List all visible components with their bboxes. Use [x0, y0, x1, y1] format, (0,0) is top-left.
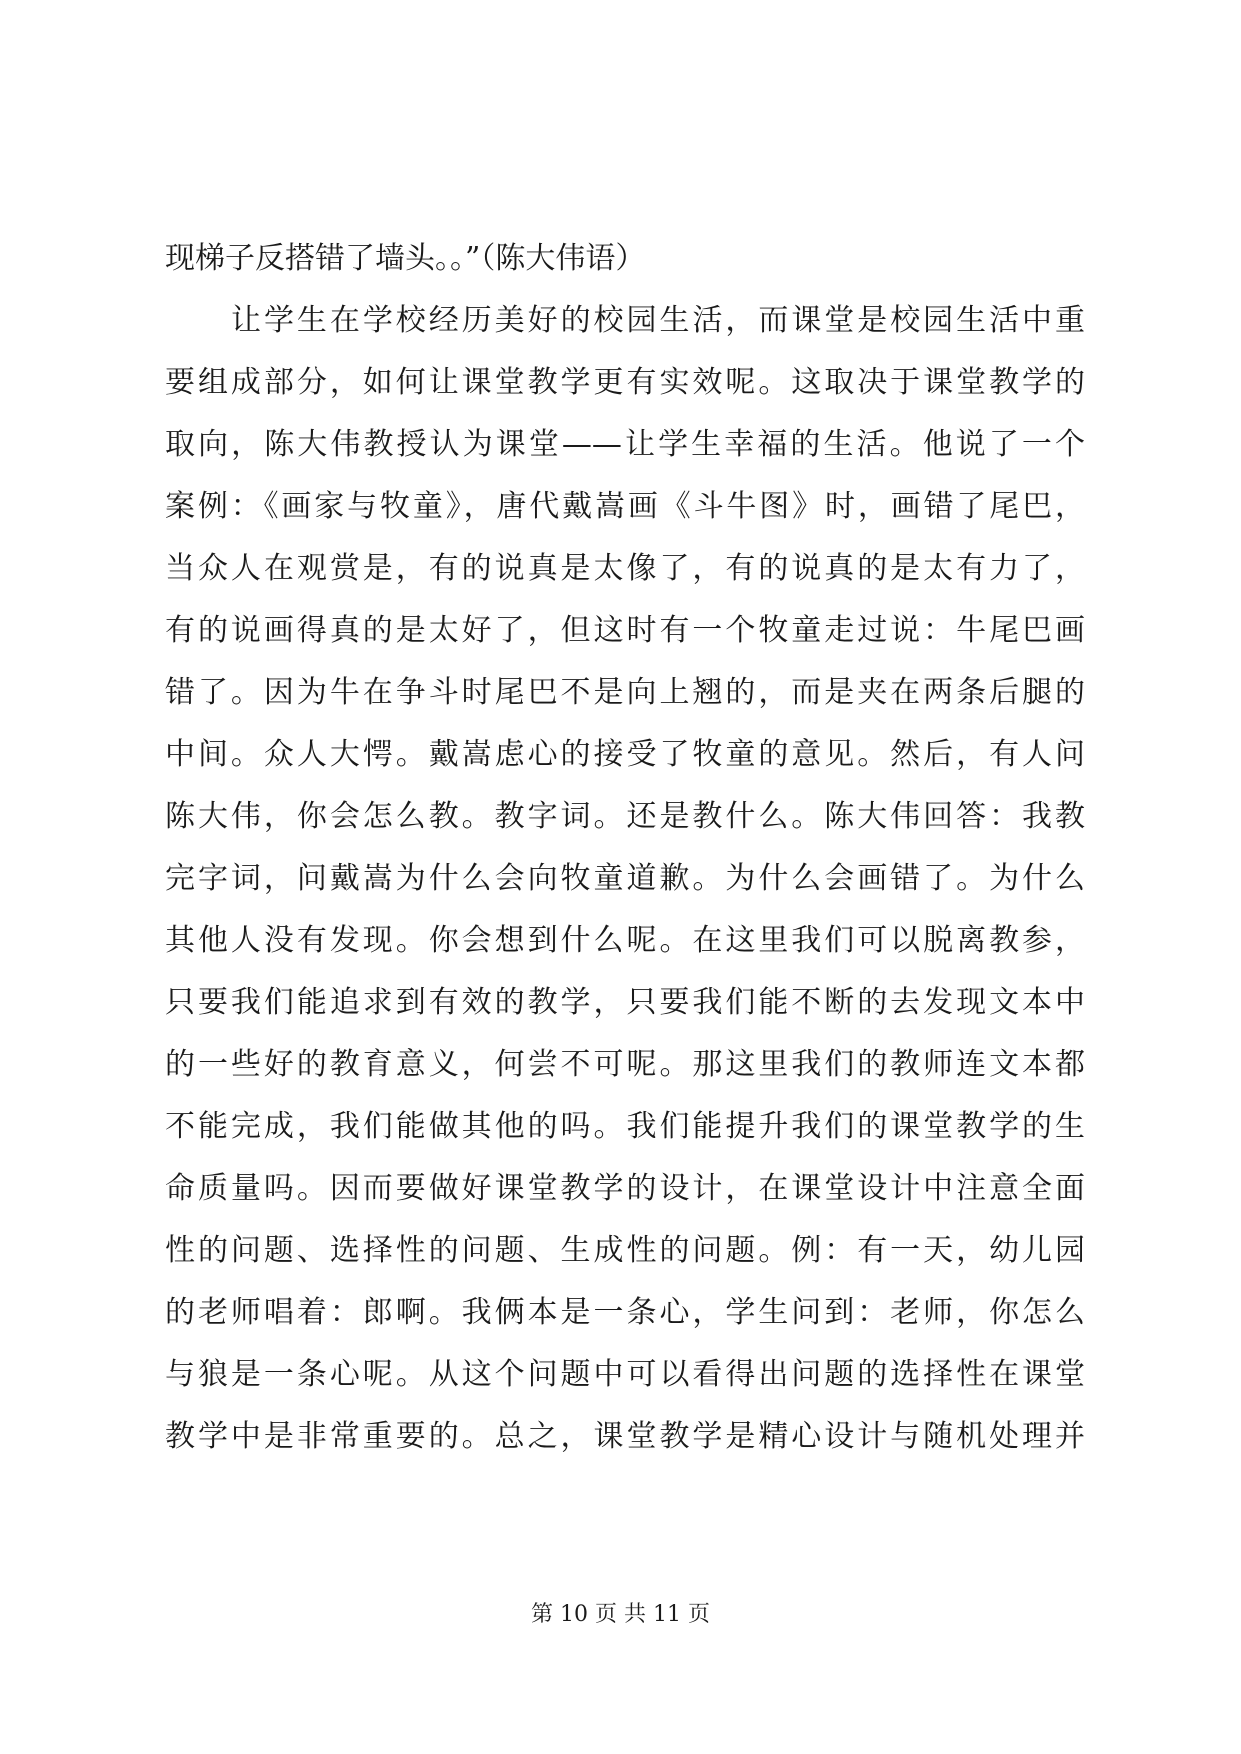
text-line: 与狼是一条心呢。从这个问题中可以看得出问题的选择性在课堂: [165, 1357, 1085, 1392]
text-line: 完字词，问戴嵩为什么会向牧童道歉。为什么会画错了。为什么: [165, 861, 1085, 896]
text-line: 取向，陈大伟教授认为课堂——让学生幸福的生活。他说了一个: [165, 427, 1085, 462]
text-line: 现梯子反搭错了墙头。。”（陈大伟语）: [165, 241, 646, 276]
text-line: 的一些好的教育意义，何尝不可呢。那这里我们的教师连文本都: [165, 1047, 1085, 1082]
text-line: 有的说画得真的是太好了，但这时有一个牧童走过说：牛尾巴画: [165, 613, 1085, 648]
text-line: 其他人没有发现。你会想到什么呢。在这里我们可以脱离教参，: [165, 923, 1085, 958]
text-line: 命质量吗。因而要做好课堂教学的设计，在课堂设计中注意全面: [165, 1171, 1085, 1206]
text-line: 不能完成，我们能做其他的吗。我们能提升我们的课堂教学的生: [165, 1109, 1085, 1144]
text-line: 陈大伟，你会怎么教。教字词。还是教什么。陈大伟回答：我教: [165, 799, 1085, 834]
text-line: 教学中是非常重要的。总之，课堂教学是精心设计与随机处理并: [165, 1419, 1085, 1454]
text-line: 的老师唱着：郎啊。我俩本是一条心，学生问到：老师，你怎么: [165, 1295, 1085, 1330]
page-number-footer: 第 10 页 共 11 页: [531, 1602, 710, 1627]
text-line: 要组成部分，如何让课堂教学更有实效呢。这取决于课堂教学的: [165, 365, 1085, 400]
text-line: 中间。众人大愕。戴嵩虑心的接受了牧童的意见。然后，有人问: [165, 737, 1085, 772]
text-line: 只要我们能追求到有效的教学，只要我们能不断的去发现文本中: [165, 985, 1085, 1020]
text-line: 当众人在观赏是，有的说真是太像了，有的说真的是太有力了，: [165, 551, 1085, 586]
text-line: 性的问题、选择性的问题、生成性的问题。例：有一天，幼儿园: [165, 1233, 1085, 1268]
text-line: 案例：《画家与牧童》，唐代戴嵩画《斗牛图》时，画错了尾巴，: [165, 489, 1085, 524]
paragraph-first-line: 让学生在学校经历美好的校园生活，而课堂是校园生活中重: [231, 303, 1085, 338]
text-line: 错了。因为牛在争斗时尾巴不是向上翘的，而是夹在两条后腿的: [165, 675, 1085, 710]
body-text: [165, 228, 1085, 1468]
